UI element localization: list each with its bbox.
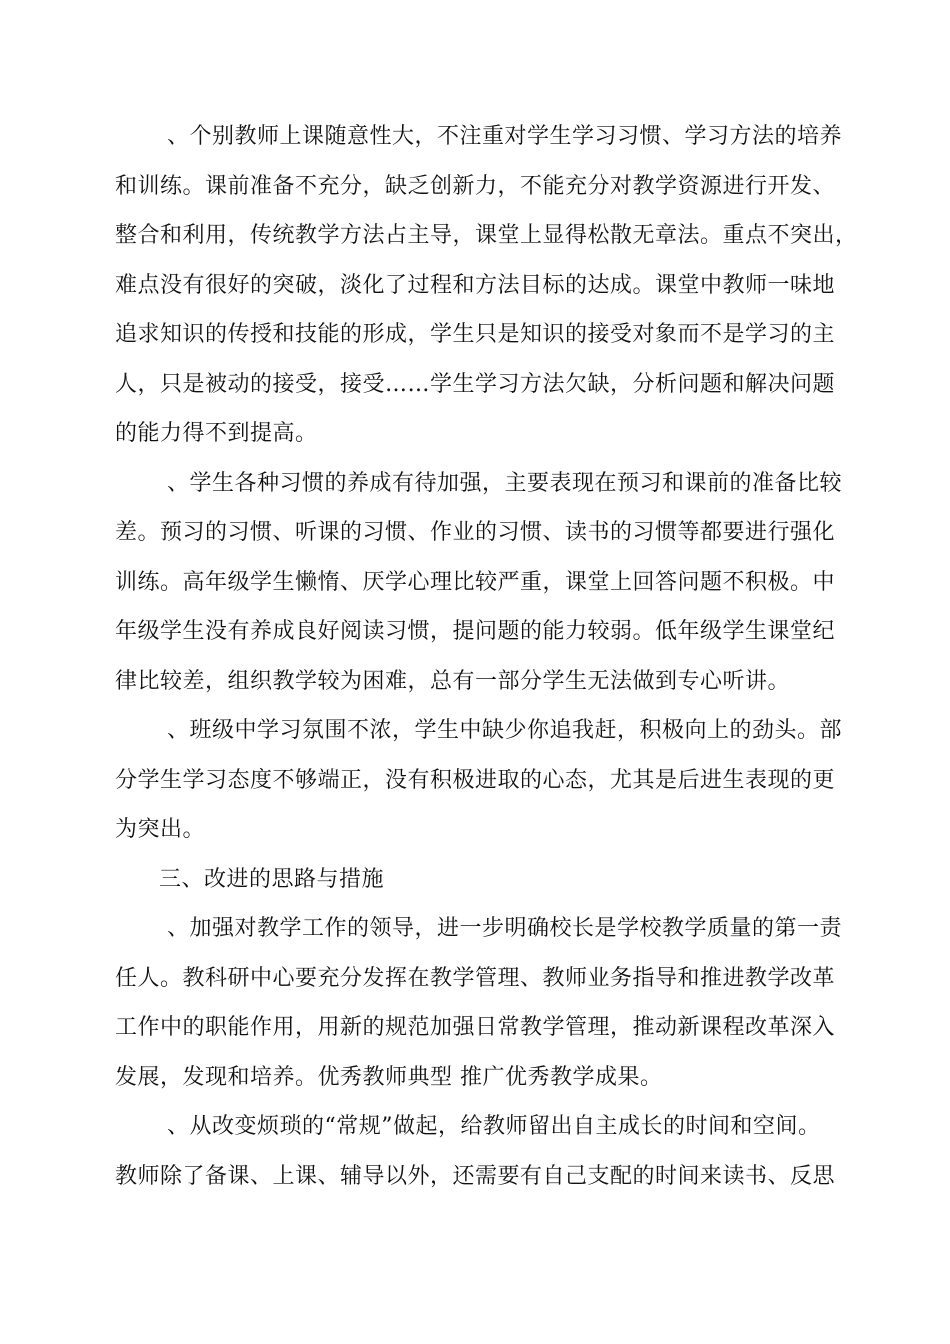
paragraph-line: 难点没有很好的突破，淡化了过程和方法目标的达成。课堂中教师一味地 xyxy=(115,272,836,298)
paragraph-line: 整合和利用，传统教学方法占主导，课堂上显得松散无章法。重点不突出， xyxy=(115,223,858,248)
paragraph-line: 、加强对教学工作的领导，进一步明确校长是学校教学质量的第一责 xyxy=(167,916,843,941)
paragraph-line: 、从改变烦琐的“常规”做起，给教师留出自主成长的时间和空间。 xyxy=(167,1114,821,1139)
section-heading: 三、改进的思路与措施 xyxy=(159,866,385,892)
paragraph-line: 、班级中学习氛围不浓，学生中缺少你追我赶，积极向上的劲头。部 xyxy=(167,718,843,743)
paragraph-line: 追求知识的传授和技能的形成，学生只是知识的接受对象而不是学习的主 xyxy=(115,322,836,347)
paragraph-5 xyxy=(115,1102,843,1201)
paragraph-line: 工作中的职能作用，用新的规范加强日常教学管理，推动新课程改革深入 xyxy=(115,1015,836,1040)
paragraph-line: 律比较差，组织教学较为困难，总有一部分学生无法做到专心听讲。 xyxy=(115,668,791,694)
paragraph-3 xyxy=(115,706,843,855)
paragraph-line: 和训练。课前准备不充分，缺乏创新力，不能充分对教学资源进行开发、 xyxy=(115,173,836,199)
document-body xyxy=(115,112,858,1201)
paragraph-line: 、学生各种习惯的养成有待加强，主要表现在预习和课前的准备比较 xyxy=(167,470,843,496)
paragraph-1 xyxy=(115,112,858,459)
paragraph-line: 人，只是被动的接受，接受……学生学习方法欠缺，分析问题和解决问题 xyxy=(115,371,836,397)
paragraph-4 xyxy=(115,904,843,1102)
paragraph-line: 、个别教师上课随意性大，不注重对学生学习习惯、学习方法的培养 xyxy=(167,124,843,149)
section-heading-block xyxy=(115,855,843,905)
paragraph-line: 任人。教科研中心要充分发挥在教学管理、教师业务指导和推进教学改革 xyxy=(115,965,836,991)
paragraph-line: 发展，发现和培养。优秀教师典型 推广优秀教学成果。 xyxy=(115,1064,663,1090)
paragraph-line: 教师除了备课、上课、辅导以外，还需要有自己支配的时间来读书、反思 xyxy=(115,1163,836,1189)
paragraph-2 xyxy=(115,459,843,707)
paragraph-line: 的能力得不到提高。 xyxy=(115,421,318,446)
paragraph-line: 为突出。 xyxy=(115,817,206,842)
paragraph-line: 训练。高年级学生懒惰、厌学心理比较严重，课堂上回答问题不积极。中 xyxy=(115,569,836,595)
paragraph-line: 年级学生没有养成良好阅读习惯，提问题的能力较弱。低年级学生课堂纪 xyxy=(115,619,836,644)
paragraph-line: 分学生学习态度不够端正，没有积极进取的心态，尤其是后进生表现的更 xyxy=(115,767,836,793)
paragraph-line: 差。预习的习惯、听课的习惯、作业的习惯、读书的习惯等都要进行强化 xyxy=(115,520,836,545)
